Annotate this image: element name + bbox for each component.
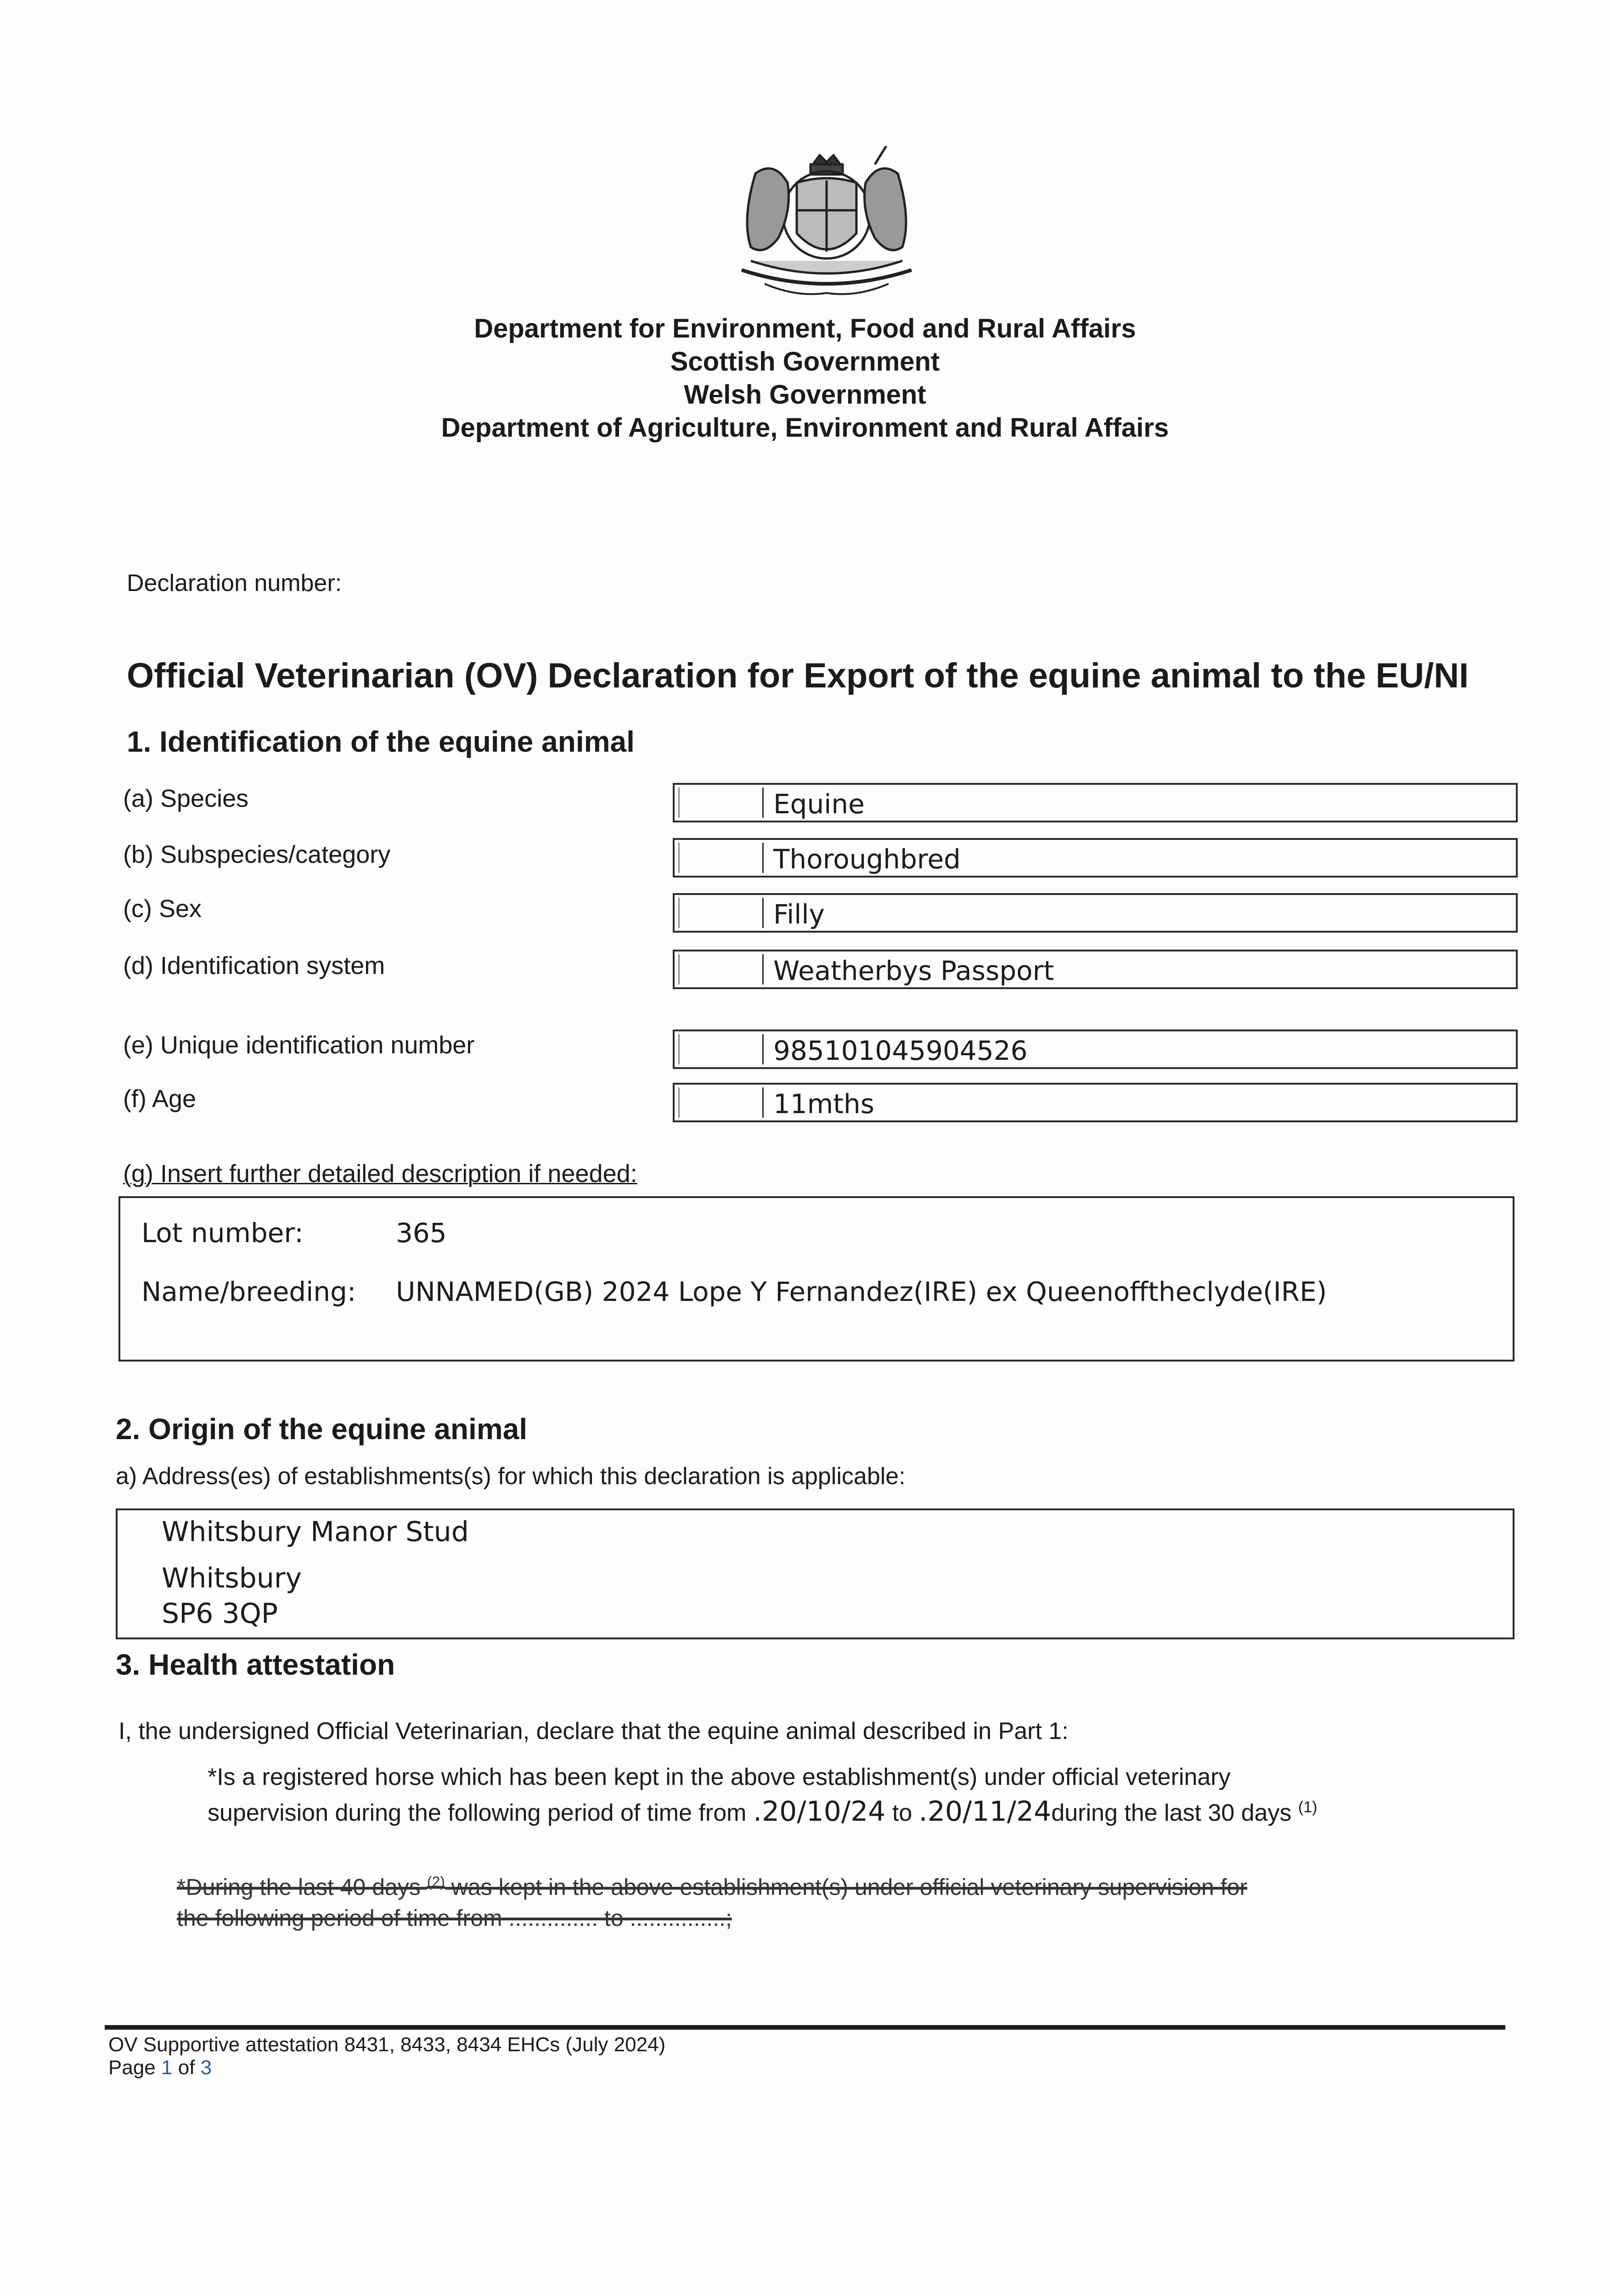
page-current: 1 bbox=[161, 2056, 173, 2079]
attestation-line2 bbox=[208, 1795, 1317, 1828]
identification-system-label: (d) Identification system bbox=[123, 952, 385, 979]
department-line: Department for Environment, Food and Rural Affairs bbox=[474, 314, 1136, 343]
page-number bbox=[108, 2056, 212, 2079]
department-line: Department of Agriculture, Environment and Rural Affairs bbox=[441, 413, 1169, 443]
struck-line1 bbox=[177, 1874, 1247, 1901]
date-from-value: .20/10/24 bbox=[753, 1795, 886, 1828]
species-value: Equine bbox=[773, 788, 865, 820]
footer-attestation: OV Supportive attestation 8431, 8433, 8434 EHCs (July 2024) bbox=[108, 2033, 666, 2056]
royal-coat-of-arms-icon bbox=[723, 146, 930, 302]
footnote-ref: (1) bbox=[1298, 1798, 1317, 1816]
subspecies-value: Thoroughbred bbox=[773, 844, 961, 875]
date-to-value: .20/11/24 bbox=[918, 1795, 1052, 1828]
struck-line1-start: *During the last 40 days bbox=[177, 1874, 421, 1900]
identification-system-field[interactable] bbox=[673, 950, 1518, 989]
department-line: Scottish Government bbox=[670, 347, 940, 377]
footer-divider bbox=[105, 2025, 1505, 2030]
section3-heading: 3. Health attestation bbox=[116, 1648, 395, 1681]
name-breeding-label: Name/breeding: bbox=[141, 1276, 356, 1307]
further-description-box[interactable] bbox=[118, 1196, 1514, 1362]
species-label: (a) Species bbox=[123, 785, 249, 812]
page-title: Official Veterinarian (OV) Declaration for Export of the equine animal to the EU/NI bbox=[127, 656, 1469, 695]
subspecies-field[interactable] bbox=[673, 838, 1518, 878]
name-breeding-value: UNNAMED(GB) 2024 Lope Y Fernandez(IRE) ex Queenofftheclyde(IRE) bbox=[396, 1276, 1327, 1307]
page-of-word: of bbox=[178, 2056, 195, 2079]
attestation-to-word: to bbox=[892, 1800, 912, 1826]
address-label: a) Address(es) of establishments(s) for which this declaration is applicable: bbox=[116, 1463, 906, 1490]
age-value: 11mths bbox=[773, 1088, 875, 1120]
address-line: Whitsbury Manor Stud bbox=[162, 1516, 469, 1548]
uid-field[interactable] bbox=[673, 1030, 1518, 1069]
attestation-intro: I, the undersigned Official Veterinarian, declare that the equine animal described in Part 1: bbox=[118, 1718, 1069, 1745]
struck-line2: the following period of time from .............. to ...............; bbox=[177, 1905, 732, 1931]
attestation-line1: *Is a registered horse which has been kept in the above establishment(s) under official veterinary bbox=[208, 1764, 1231, 1790]
uid-label: (e) Unique identification number bbox=[123, 1031, 475, 1059]
page-total: 3 bbox=[200, 2056, 212, 2079]
address-line: SP6 3QP bbox=[162, 1598, 278, 1630]
address-box[interactable] bbox=[116, 1508, 1514, 1639]
sex-field[interactable] bbox=[673, 893, 1518, 933]
department-line: Welsh Government bbox=[684, 380, 926, 410]
further-description-label: (g) Insert further detailed description if needed: bbox=[123, 1160, 637, 1187]
attestation-line2-end: during the last 30 days bbox=[1051, 1800, 1292, 1826]
subspecies-label: (b) Subspecies/category bbox=[123, 841, 391, 868]
page-word: Page bbox=[108, 2056, 156, 2079]
section2-heading: 2. Origin of the equine animal bbox=[116, 1412, 528, 1446]
age-label: (f) Age bbox=[123, 1085, 197, 1113]
attestation-line2-start: supervision during the following period of time from bbox=[208, 1800, 747, 1826]
sex-label: (c) Sex bbox=[123, 895, 202, 923]
uid-value: 985101045904526 bbox=[773, 1035, 1028, 1066]
address-line: Whitsbury bbox=[162, 1562, 302, 1594]
lot-number-label: Lot number: bbox=[141, 1217, 304, 1249]
age-field[interactable] bbox=[673, 1083, 1518, 1122]
departments-header bbox=[0, 312, 1610, 445]
species-field[interactable] bbox=[673, 783, 1518, 822]
declaration-number-label: Declaration number: bbox=[127, 570, 342, 597]
struck-line1-end: was kept in the above establishment(s) under official veterinary supervision for bbox=[451, 1874, 1248, 1900]
lot-number-value: 365 bbox=[396, 1217, 447, 1249]
sex-value: Filly bbox=[773, 899, 825, 930]
section1-heading: 1. Identification of the equine animal bbox=[127, 725, 635, 758]
identification-system-value: Weatherbys Passport bbox=[773, 955, 1054, 986]
struck-footnote-ref: (2) bbox=[427, 1874, 445, 1890]
